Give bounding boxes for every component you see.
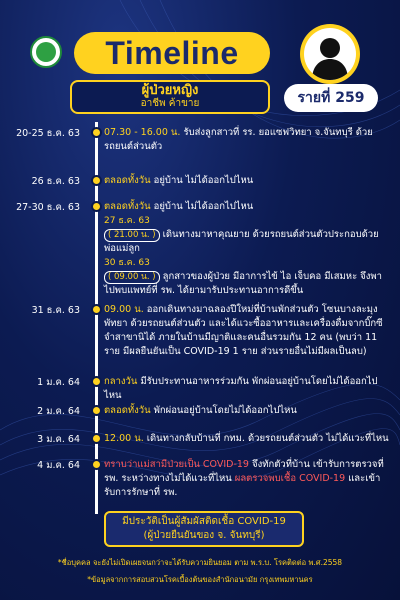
entry-text — [104, 174, 390, 188]
entry-description: อยู่บ้าน ไม่ได้ออกไปไหน — [153, 201, 254, 212]
note-line-1: มีประวัติเป็นผู้สัมผัสติดเชื้อ COVID-19 — [122, 516, 286, 527]
entry-text — [104, 432, 390, 446]
entry-time: 12.00 น. — [104, 433, 144, 444]
sub-entry-date: 27 ธ.ค. 63 — [104, 216, 150, 226]
timeline-dot-icon — [91, 459, 102, 470]
entry-description: รับส่งลูกสาวที่ รร. ยอแซฟวิทยา จ.จันทบุรี ด้วยรถยนต์ส่วนตัว — [104, 127, 373, 152]
timeline-dot-icon — [91, 376, 102, 387]
entry-description: อยู่บ้าน ไม่ได้ออกไปไหน — [153, 175, 254, 186]
entry-description: พักผ่อนอยู่บ้านโดยไม่ได้ออกไปไหน — [153, 405, 297, 416]
entry-time: ทราบว่าแม่สามีป่วยเป็น COVID-19 — [104, 459, 249, 470]
entry-text — [104, 126, 390, 154]
entry-date: 1 ม.ค. 64 — [37, 377, 80, 388]
entry-description: เดินทางกลับบ้านที่ กทม. ด้วยรถยนต์ส่วนตัว ไม่ได้แวะที่ไหน — [146, 433, 389, 444]
timeline-dot-icon — [91, 433, 102, 444]
test-result: ผลตรวจพบเชื้อ COVID-19 — [234, 473, 346, 484]
entry-time: ตลอดทั้งวัน — [104, 175, 151, 186]
entry-time: ตลอดทั้งวัน — [104, 201, 151, 212]
avatar-ring — [300, 24, 360, 84]
entry-date: 31 ธ.ค. 63 — [31, 305, 80, 316]
entry-description: มีรับประทานอาหารร่วมกัน พักผ่อนอยู่บ้านโดยไม่ได้ออกไปไหน — [104, 376, 378, 401]
patient-info-box — [70, 80, 270, 114]
entry-text — [104, 303, 390, 359]
timeline-dot-icon — [91, 405, 102, 416]
entry-text — [104, 404, 390, 418]
avatar — [304, 28, 356, 80]
case-number: รายที่ 259 — [297, 90, 365, 106]
footer-disclaimer: *ชื่อบุคคล จะยังไม่เปิดเผยจนกว่าจะได้รับความยินยอม ตาม พ.ร.บ. โรคติดต่อ พ.ศ.2558 — [57, 558, 343, 567]
timeline-dot-icon — [91, 201, 102, 212]
entry-date: 3 ม.ค. 64 — [37, 434, 80, 445]
sub-entry — [104, 256, 390, 298]
page-title: Timeline — [105, 34, 239, 71]
entry-date: 27-30 ธ.ค. 63 — [16, 202, 80, 213]
sub-entry-time: ( 09.00 น. ) — [104, 271, 160, 284]
entry-time: ตลอดทั้งวัน — [104, 405, 151, 416]
entry-time: 09.00 น. — [104, 304, 144, 315]
case-number-badge — [284, 84, 378, 112]
patient-gender: ผู้ป่วยหญิง — [141, 83, 199, 98]
person-silhouette-icon — [304, 28, 356, 80]
entry-time: กลางวัน — [104, 376, 138, 387]
timeline-dot-icon — [91, 304, 102, 315]
title-banner — [74, 32, 270, 74]
entry-date: 20-25 ธ.ค. 63 — [16, 128, 80, 139]
timeline-dot-icon — [91, 175, 102, 186]
sub-entry-date: 30 ธ.ค. 63 — [104, 258, 150, 268]
sub-entry-time: ( 21.00 น. ) — [104, 229, 160, 242]
entry-time: 07.30 - 16.00 น. — [104, 127, 181, 138]
note-line-2: (ผู้ป่วยยืนยันของ จ. จันทบุรี) — [143, 530, 265, 541]
bma-logo — [30, 36, 62, 68]
entry-date: 4 ม.ค. 64 — [37, 460, 80, 471]
entry-text — [104, 200, 390, 214]
contact-history-note — [104, 511, 304, 547]
sub-entry-description: เดินทางมาหาคุณยาย ด้วยรถยนต์ส่วนตัวประกอบด้วย พ่อแม่ลูก — [104, 229, 379, 254]
footer-source: *ข้อมูลจากการสอบสวนโรคเบื้องต้นของสำนักอนามัย กรุงเทพมหานคร — [87, 575, 313, 584]
entry-date: 2 ม.ค. 64 — [37, 406, 80, 417]
entry-date: 26 ธ.ค. 63 — [31, 176, 80, 187]
entry-text — [104, 458, 390, 500]
entry-description: ออกเดินทางมาฉลองปีใหม่ที่บ้านพักส่วนตัว โซนบางละมุง พัทยา ด้วยรถยนต์ส่วนตัว และได้แวะซื้ออาหารและเครื่องดื่มจากบิ๊กซีจำสาขานิได้ ภายในบ้านมีญาติและคนอื่นรวมกัน 12 คน (พบว่า 11 ราย มีผลยืนยันเป็น COVID-19 1 ราย ส่วนรายอื่นไม่มีผลเป็นลบ) — [104, 304, 383, 357]
timeline-dot-icon — [91, 127, 102, 138]
sub-entry — [104, 214, 390, 256]
entry-text — [104, 375, 390, 403]
sub-entry-description: ลูกสาวของผู้ป่วย มีอาการไข้ ไอ เจ็บคอ มีเสมหะ จึงพาไปพบแพทย์ที่ รพ. ได้ยามารับประทานอาการดีขึ้น — [104, 271, 382, 296]
logo-emblem-icon — [36, 42, 56, 62]
entry-description: จึงทักตัวที่บ้าน เข้ารับการตรวจที่ รพ. ระหว่างทางไม่ได้แวะที่ไหน — [104, 459, 384, 484]
entry-description-end: และเข้ารับการรักษาที่ รพ. — [104, 473, 381, 498]
patient-occupation: อาชีพ ค้าขาย — [140, 98, 200, 109]
